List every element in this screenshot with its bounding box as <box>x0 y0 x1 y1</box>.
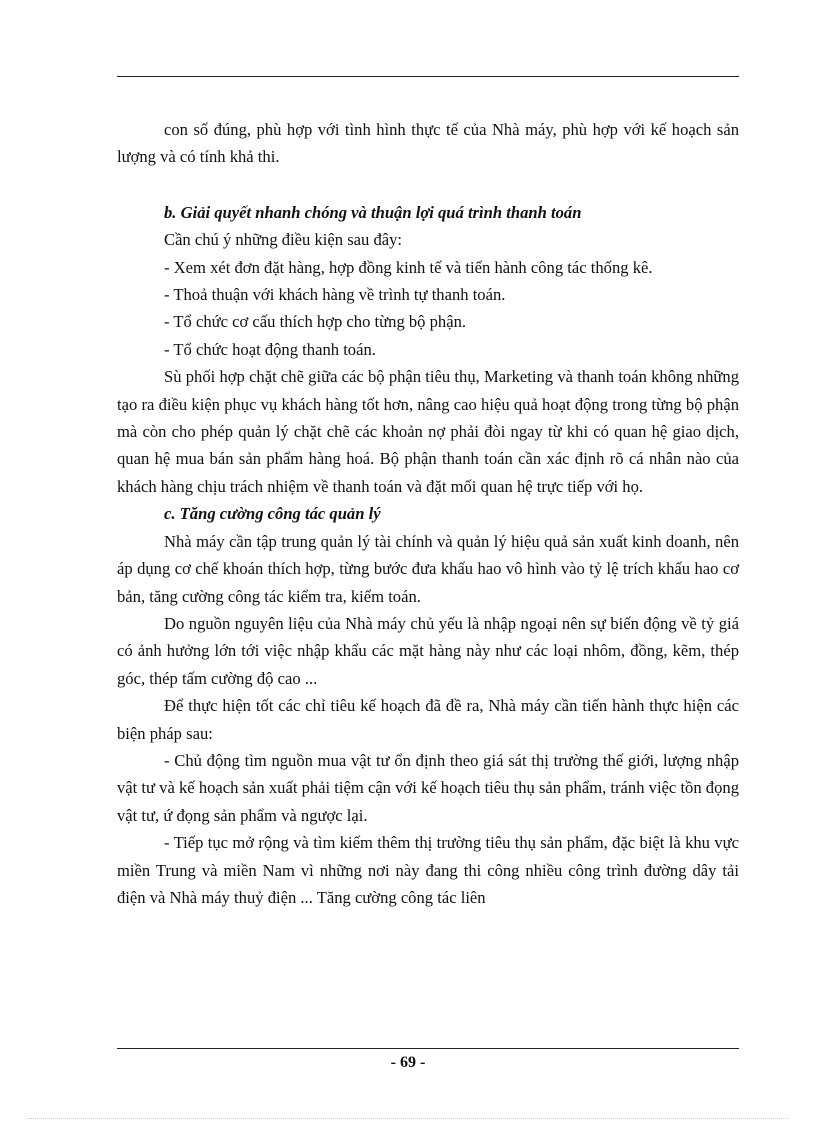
page-edge-rule <box>28 1118 788 1119</box>
paragraph: - Tiếp tục mở rộng và tìm kiếm thêm thị trường tiêu thụ sản phẩm, đặc biệt là khu vực miền Trung và miền Nam vì những nơi này đang thi công nhiều công trình đường dây tải điện và Nhà máy thuỷ điện ... Tăng cường công tác liên <box>117 833 739 907</box>
paragraph: - Chủ động tìm nguồn mua vật tư ổn định theo giá sát thị trường thế giới, lượng nhập vật tư và kế hoạch sản xuất phải tiệm cận với kế hoạch tiêu thụ sản phẩm, tránh việc tồn đọng vật tư, ứ đọng sản phẩm và ngược lại. <box>117 750 739 825</box>
list-item: - Xem xét đơn đặt hàng, hợp đồng kinh tế và tiến hành công tác thống kê. <box>164 257 653 277</box>
list-item: - Tổ chức hoạt động thanh toán. <box>164 339 376 359</box>
page-number: - 69 - <box>390 1054 426 1071</box>
list-item: - Tổ chức cơ cấu thích hợp cho từng bộ phận. <box>164 312 467 332</box>
paragraph: Nhà máy cần tập trung quản lý tài chính và quản lý hiệu quả sản xuất kinh doanh, nên áp dụng cơ chế khoán thích hợp, từng bước đưa khấu hao vô hình vào tỷ lệ trích khấu hao cơ bản, tăng cường công tác kiểm tra, kiểm toán. <box>117 531 739 606</box>
document-body <box>117 116 739 911</box>
paragraph: Sù phối hợp chặt chẽ giữa các bộ phận tiêu thụ, Marketing và thanh toán không những tạo ra điều kiện phục vụ khách hàng tốt hơn, nâng cao hiệu quả hoạt động trong từng bộ phận mà còn cho phép quản lý chặt chẽ các khoản nợ phải đòi ngay từ khi có quan hệ giao dịch, quan hệ mua bán sản phẩm hàng hoá. Bộ phận thanh toán cần xác định rõ cá nhân nào của khách hàng chịu trách nhiệm về thanh toán và đặt mối quan hệ trực tiếp với họ. <box>117 367 739 496</box>
paragraph: Để thực hiện tốt các chỉ tiêu kế hoạch đã đề ra, Nhà máy cần tiến hành thực hiện các biện pháp sau: <box>117 696 739 743</box>
paragraph-spacer <box>117 171 739 199</box>
list-item: - Thoả thuận với khách hàng về trình tự thanh toán. <box>164 285 506 305</box>
list-item: Cần chú ý những điều kiện sau đây: <box>164 230 403 250</box>
section-heading: b. Giải quyết nhanh chóng và thuận lợi quá trình thanh toán <box>164 202 582 222</box>
section-heading: c. Tăng cường công tác quản lý <box>164 504 381 524</box>
paragraph: Do nguồn nguyên liệu của Nhà máy chủ yếu là nhập ngoại nên sự biến động về tỷ giá có ảnh hưởng lớn tới việc nhập khẩu các mặt hàng này như các loại nhôm, đồng, kẽm, thép góc, thép tấm cường độ cao ... <box>117 613 739 688</box>
paragraph: con số đúng, phù hợp với tình hình thực tế của Nhà máy, phù hợp với kế hoạch sản lượng và có tính khả thi. <box>117 120 739 167</box>
header-rule <box>117 76 739 77</box>
footer-rule <box>117 1048 739 1049</box>
